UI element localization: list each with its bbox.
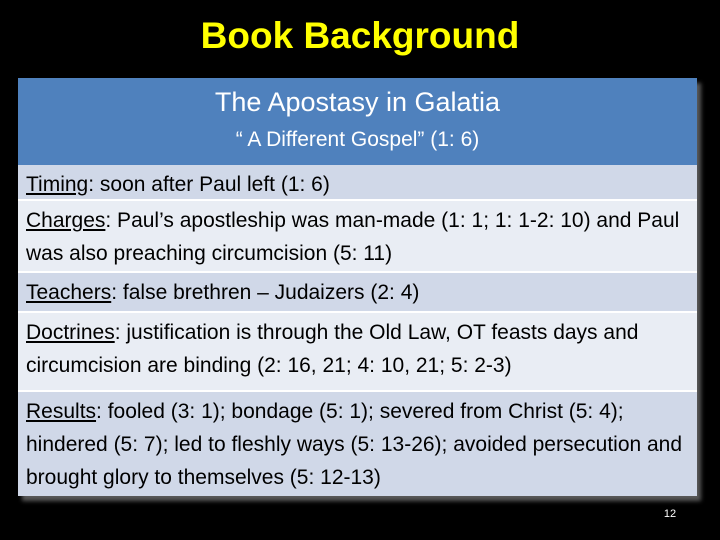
row-text: : fooled (3: 1); bondage (5: 1); severed from Christ (5: 4); hindered (5: 7); led to fleshly ways (5: 13-26); avoided persecution and brought glory to themselves (5: 12-13) (26, 400, 683, 489)
row-text: : false brethren – Judaizers (2: 4) (111, 281, 420, 304)
table-row-timing (18, 165, 697, 201)
row-term: Charges (26, 209, 106, 232)
slide-title: Book Background (200, 15, 520, 56)
table-header-title: The Apostasy in Galatia (214, 87, 501, 117)
row-term: Teachers (26, 281, 112, 304)
row-text: : Paul’s apostleship was man-made (1: 1; 1: 1-2: 10) and Paul was also preaching circumcision (5: 11) (26, 209, 680, 265)
table-row-charges (18, 201, 697, 273)
table-row-teachers (18, 273, 697, 313)
table-header-subtitle: “ A Different Gospel” (1: 6) (235, 128, 480, 151)
table-row-results (18, 392, 697, 496)
page-number: 12 (663, 508, 677, 520)
row-term: Doctrines (26, 321, 115, 344)
row-term: Results (26, 400, 97, 423)
row-text: : soon after Paul left (1: 6) (88, 173, 330, 196)
row-text: : justification is through the Old Law, OT feasts days and circumcision are binding (2: 16, 21; 4: 10, 21; 5: 2-3) (26, 321, 639, 377)
row-term: Timing (26, 173, 89, 196)
content-table (18, 78, 697, 496)
table-header (18, 78, 697, 167)
table-row-doctrines (18, 313, 697, 392)
